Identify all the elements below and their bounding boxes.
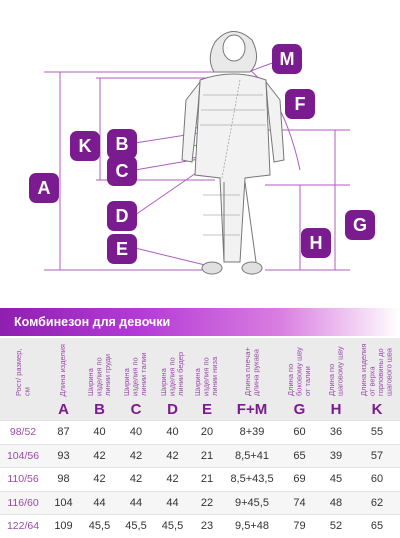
column-letter-row bbox=[0, 398, 400, 421]
value-cell: 45,5 bbox=[81, 515, 118, 538]
value-cell: 79 bbox=[281, 515, 318, 538]
letter-c: C bbox=[118, 398, 154, 421]
value-cell: 40 bbox=[118, 421, 154, 445]
value-cell: 65 bbox=[354, 515, 400, 538]
value-cell: 45,5 bbox=[118, 515, 154, 538]
value-cell: 21 bbox=[191, 444, 223, 468]
value-cell: 22 bbox=[191, 491, 223, 515]
value-cell: 44 bbox=[81, 491, 118, 515]
value-cell: 39 bbox=[318, 444, 354, 468]
letter-k: K bbox=[354, 398, 400, 421]
letter-e: E bbox=[191, 398, 223, 421]
value-cell: 48 bbox=[318, 491, 354, 515]
value-cell: 42 bbox=[154, 444, 191, 468]
value-cell: 9+45,5 bbox=[223, 491, 281, 515]
value-cell: 44 bbox=[154, 491, 191, 515]
value-cell: 42 bbox=[81, 444, 118, 468]
value-cell: 62 bbox=[354, 491, 400, 515]
value-cell: 98 bbox=[46, 468, 81, 492]
label-a-badge: A bbox=[29, 173, 59, 203]
table-row bbox=[0, 515, 400, 538]
size-cell: 104/56 bbox=[0, 444, 46, 468]
letter-empty bbox=[0, 398, 46, 421]
value-cell: 104 bbox=[46, 491, 81, 515]
value-cell: 65 bbox=[281, 444, 318, 468]
column-description-row bbox=[0, 338, 400, 398]
label-f-badge: F bbox=[285, 89, 315, 119]
label-c-badge: C bbox=[107, 156, 137, 186]
size-cell: 116/60 bbox=[0, 491, 46, 515]
letter-h: H bbox=[318, 398, 354, 421]
table-row bbox=[0, 491, 400, 515]
value-cell: 93 bbox=[46, 444, 81, 468]
table-row bbox=[0, 468, 400, 492]
table-row bbox=[0, 444, 400, 468]
value-cell: 42 bbox=[118, 444, 154, 468]
col-desc-fm: Длина плеча+ длина рукава bbox=[223, 338, 281, 398]
value-cell: 42 bbox=[118, 468, 154, 492]
value-cell: 69 bbox=[281, 468, 318, 492]
size-cell: 110/56 bbox=[0, 468, 46, 492]
letter-b: B bbox=[81, 398, 118, 421]
value-cell: 55 bbox=[354, 421, 400, 445]
label-h-badge: H bbox=[301, 228, 331, 258]
product-title: Комбинезон для девочки bbox=[14, 315, 171, 329]
value-cell: 23 bbox=[191, 515, 223, 538]
label-g-badge: G bbox=[345, 210, 375, 240]
label-e-badge: E bbox=[107, 234, 137, 264]
value-cell: 9,5+48 bbox=[223, 515, 281, 538]
size-cell: 98/52 bbox=[0, 421, 46, 445]
letter-a: A bbox=[46, 398, 81, 421]
value-cell: 44 bbox=[118, 491, 154, 515]
col-desc-c: Ширина изделия по линии талии bbox=[118, 338, 154, 398]
pointer-e bbox=[135, 248, 205, 265]
letter-d: D bbox=[154, 398, 191, 421]
size-chart-table bbox=[0, 338, 400, 538]
value-cell: 40 bbox=[81, 421, 118, 445]
value-cell: 60 bbox=[281, 421, 318, 445]
col-desc-h: Длина по шаговому шву bbox=[318, 338, 354, 398]
pointer-c bbox=[135, 158, 205, 170]
value-cell: 87 bbox=[46, 421, 81, 445]
col-desc-g: Длина по боковому шву от талии bbox=[281, 338, 318, 398]
value-cell: 36 bbox=[318, 421, 354, 445]
value-cell: 21 bbox=[191, 468, 223, 492]
value-cell: 8+39 bbox=[223, 421, 281, 445]
value-cell: 57 bbox=[354, 444, 400, 468]
value-cell: 45,5 bbox=[154, 515, 191, 538]
label-m-badge: M bbox=[272, 44, 302, 74]
product-title-bar bbox=[0, 308, 400, 336]
value-cell: 109 bbox=[46, 515, 81, 538]
label-k-badge: K bbox=[70, 131, 100, 161]
value-cell: 8,5+41 bbox=[223, 444, 281, 468]
value-cell: 42 bbox=[81, 468, 118, 492]
table-row bbox=[0, 421, 400, 445]
label-d-badge: D bbox=[107, 201, 137, 231]
value-cell: 8,5+43,5 bbox=[223, 468, 281, 492]
col-desc-d: Ширина изделия по линии бедер bbox=[154, 338, 191, 398]
value-cell: 20 bbox=[191, 421, 223, 445]
col-desc-b: Ширина изделия по линии груди bbox=[81, 338, 118, 398]
size-header: Рост/ размер, см bbox=[0, 338, 46, 398]
jumpsuit-outline bbox=[182, 31, 284, 274]
col-desc-a: Длина изделия bbox=[46, 338, 81, 398]
value-cell: 42 bbox=[154, 468, 191, 492]
letter-g: G bbox=[281, 398, 318, 421]
value-cell: 74 bbox=[281, 491, 318, 515]
value-cell: 60 bbox=[354, 468, 400, 492]
col-desc-k: Длина изделия от верха горловины до шагового шва bbox=[354, 338, 400, 398]
label-b-badge: B bbox=[107, 129, 137, 159]
value-cell: 45 bbox=[318, 468, 354, 492]
value-cell: 52 bbox=[318, 515, 354, 538]
value-cell: 40 bbox=[154, 421, 191, 445]
size-cell: 122/64 bbox=[0, 515, 46, 538]
letter-fm: F+M bbox=[223, 398, 281, 421]
col-desc-e: Ширина изделия по линии низа bbox=[191, 338, 223, 398]
